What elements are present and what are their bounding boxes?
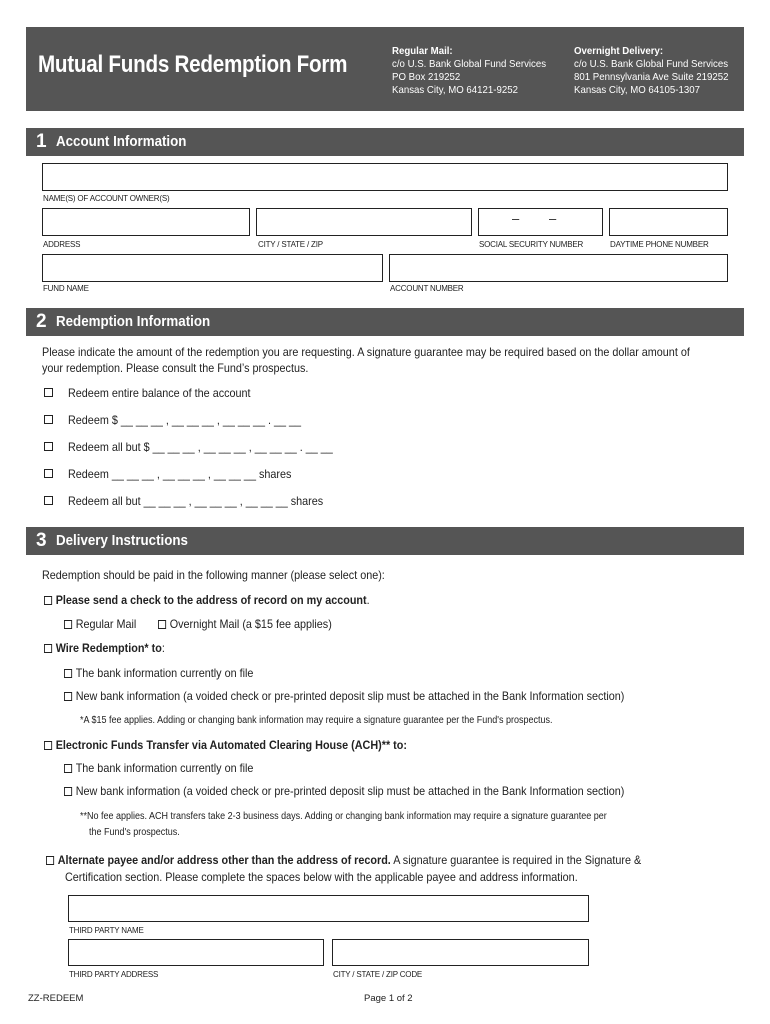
section-number: 1 bbox=[36, 131, 47, 152]
ach-note-line2: the Fund's prospectus. bbox=[89, 827, 180, 838]
overnight-mail-option[interactable] bbox=[158, 616, 332, 632]
owner-names-input[interactable] bbox=[42, 163, 728, 191]
redeem-all-but-amount-label: Redeem all but $ __ __ __ , __ __ __ , __ __ __ . __ __ bbox=[68, 440, 333, 454]
third-party-city-state-zip-input[interactable] bbox=[332, 939, 589, 966]
overnight-delivery-label: Overnight Delivery: bbox=[574, 45, 664, 57]
redeem-amount-label: Redeem $ __ __ __ , __ __ __ , __ __ __ . __ __ bbox=[68, 413, 301, 427]
ach-checkbox[interactable] bbox=[44, 741, 52, 750]
third-party-name-input[interactable] bbox=[68, 895, 589, 922]
overnight-delivery-line1: c/o U.S. Bank Global Fund Services bbox=[574, 58, 729, 70]
wire-bank-on-file-checkbox[interactable] bbox=[64, 669, 72, 678]
alternate-payee-checkbox[interactable] bbox=[46, 856, 54, 865]
regular-mail-option[interactable] bbox=[64, 616, 136, 632]
fund-name-input[interactable] bbox=[42, 254, 383, 282]
section-delivery-instructions bbox=[26, 527, 744, 555]
regular-mail-label: Regular Mail: bbox=[392, 45, 453, 57]
section-number: 2 bbox=[36, 311, 47, 332]
send-check-label: Please send a check to the address of record on my account bbox=[55, 593, 367, 607]
wire-new-bank-label: New bank information (a voided check or pre-printed deposit slip must be attached in the Bank Information section) bbox=[75, 689, 625, 703]
redeem-all-but-shares-checkbox[interactable] bbox=[44, 496, 53, 505]
section-title: Delivery Instructions bbox=[56, 533, 188, 549]
send-check-option[interactable] bbox=[44, 592, 370, 608]
wire-redemption-option[interactable] bbox=[44, 640, 165, 656]
form-title: Mutual Funds Redemption Form bbox=[38, 51, 348, 78]
regular-mail-checkbox[interactable] bbox=[64, 620, 72, 629]
ach-new-bank-checkbox[interactable] bbox=[64, 787, 72, 796]
daytime-phone-input[interactable] bbox=[609, 208, 728, 236]
redeem-shares-checkbox[interactable] bbox=[44, 469, 53, 478]
wire-redemption-label: Wire Redemption* to bbox=[55, 641, 162, 655]
ach-option[interactable] bbox=[44, 737, 407, 753]
alternate-payee-text: A signature guarantee is required in the Signature & bbox=[390, 853, 642, 867]
overnight-delivery-address bbox=[574, 45, 729, 97]
redemption-intro-line2: your redemption. Please consult the Fund’s prospectus. bbox=[42, 361, 309, 375]
third-party-name-label: THIRD PARTY NAME bbox=[69, 926, 144, 935]
section-redemption-information bbox=[26, 308, 744, 336]
wire-redemption-colon: : bbox=[161, 641, 165, 655]
send-check-checkbox[interactable] bbox=[44, 596, 52, 605]
address-label: ADDRESS bbox=[43, 240, 81, 249]
section-title: Redemption Information bbox=[56, 314, 211, 330]
section-account-information bbox=[26, 128, 744, 156]
overnight-delivery-line2: 801 Pennsylvania Ave Suite 219252 bbox=[574, 71, 729, 83]
wire-fee-note: *A $15 fee applies. Adding or changing bank information may require a signature guarantee per the Fund's prospectus. bbox=[80, 715, 553, 726]
redeem-all-but-shares-label: Redeem all but __ __ __ , __ __ __ , __ __ __ shares bbox=[68, 494, 324, 508]
ach-new-bank-label: New bank information (a voided check or pre-printed deposit slip must be attached in the Bank Information section) bbox=[75, 784, 625, 798]
ach-label: Electronic Funds Transfer via Automated Clearing House (ACH)** to: bbox=[55, 738, 407, 752]
redeem-amount-checkbox[interactable] bbox=[44, 415, 53, 424]
redeem-all-but-amount-checkbox[interactable] bbox=[44, 442, 53, 451]
redemption-intro-line1: Please indicate the amount of the redemption you are requesting. A signature guarantee may be required based on the dollar amount of bbox=[42, 345, 690, 359]
overnight-mail-label: Overnight Mail (a $15 fee applies) bbox=[169, 617, 332, 631]
third-party-address-input[interactable] bbox=[68, 939, 324, 966]
redeem-shares-label: Redeem __ __ __ , __ __ __ , __ __ __ shares bbox=[68, 467, 292, 481]
send-check-period: . bbox=[366, 593, 370, 607]
third-party-city-state-zip-label: CITY / STATE / ZIP CODE bbox=[333, 970, 423, 979]
fund-name-label: FUND NAME bbox=[43, 284, 89, 293]
alternate-payee-line2: Certification section. Please complete the spaces below with the applicable payee and address information. bbox=[65, 870, 578, 884]
address-input[interactable] bbox=[42, 208, 250, 236]
wire-new-bank-option[interactable] bbox=[64, 688, 624, 704]
regular-mail-label: Regular Mail bbox=[75, 617, 137, 631]
ach-bank-on-file-option[interactable] bbox=[64, 760, 253, 776]
ssn-label: SOCIAL SECURITY NUMBER bbox=[479, 240, 584, 249]
delivery-intro: Redemption should be paid in the following manner (please select one): bbox=[42, 568, 385, 582]
owner-names-label: NAME(S) OF ACCOUNT OWNER(S) bbox=[43, 194, 170, 203]
section-number: 3 bbox=[36, 530, 47, 551]
city-state-zip-input[interactable] bbox=[256, 208, 472, 236]
ach-bank-on-file-checkbox[interactable] bbox=[64, 764, 72, 773]
regular-mail-line1: c/o U.S. Bank Global Fund Services bbox=[392, 58, 547, 70]
section-title: Account Information bbox=[56, 134, 187, 150]
wire-new-bank-checkbox[interactable] bbox=[64, 692, 72, 701]
account-number-input[interactable] bbox=[389, 254, 728, 282]
ach-bank-on-file-label: The bank information currently on file bbox=[75, 761, 254, 775]
ssn-input[interactable] bbox=[478, 208, 603, 236]
form-code: ZZ-REDEEM bbox=[28, 993, 84, 1004]
overnight-delivery-line3: Kansas City, MO 64105-1307 bbox=[574, 84, 701, 96]
redeem-entire-label: Redeem entire balance of the account bbox=[68, 386, 251, 400]
ssn-dash-1: – bbox=[512, 211, 520, 226]
wire-bank-on-file-label: The bank information currently on file bbox=[75, 666, 254, 680]
overnight-mail-checkbox[interactable] bbox=[158, 620, 166, 629]
third-party-address-label: THIRD PARTY ADDRESS bbox=[69, 970, 159, 979]
ach-note-line1: **No fee applies. ACH transfers take 2-3 business days. Adding or changing bank information may require a signature guarantee per bbox=[80, 811, 607, 822]
redeem-entire-checkbox[interactable] bbox=[44, 388, 53, 397]
wire-redemption-checkbox[interactable] bbox=[44, 644, 52, 653]
wire-bank-on-file-option[interactable] bbox=[64, 665, 253, 681]
regular-mail-address bbox=[392, 45, 546, 97]
alternate-payee-bold-text: Alternate payee and/or address other than the address of record. bbox=[57, 853, 391, 867]
city-state-zip-label: CITY / STATE / ZIP bbox=[258, 240, 323, 249]
regular-mail-line2: PO Box 219252 bbox=[392, 71, 461, 83]
account-number-label: ACCOUNT NUMBER bbox=[390, 284, 464, 293]
regular-mail-line3: Kansas City, MO 64121-9252 bbox=[392, 84, 519, 96]
alternate-payee-option[interactable] bbox=[46, 852, 641, 868]
page-number: Page 1 of 2 bbox=[364, 993, 413, 1004]
ssn-dash-2: – bbox=[549, 211, 557, 226]
ach-new-bank-option[interactable] bbox=[64, 783, 624, 799]
form-header bbox=[26, 27, 744, 111]
daytime-phone-label: DAYTIME PHONE NUMBER bbox=[610, 240, 709, 249]
